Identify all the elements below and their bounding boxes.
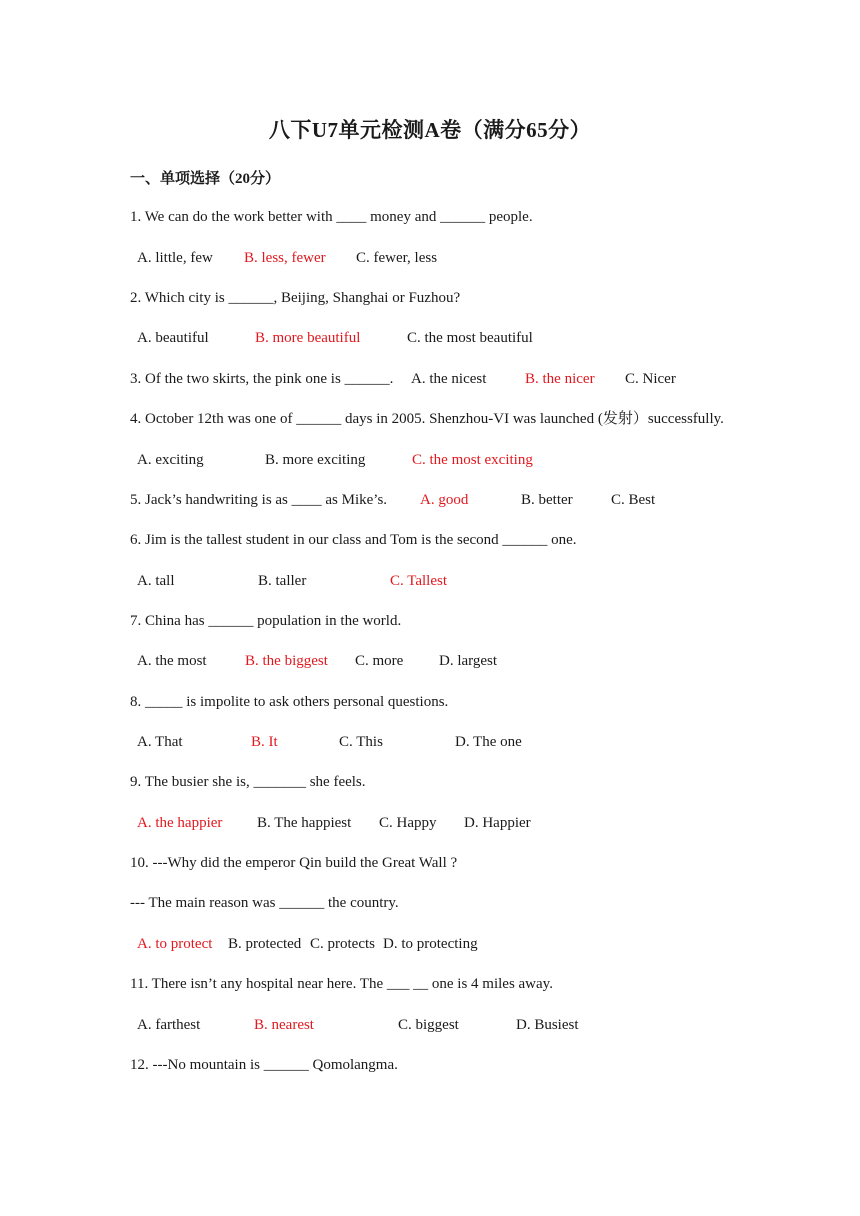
- question-12-stem: 12. ---No mountain is ______ Qomolangma.: [130, 1057, 398, 1073]
- answer-option-b: B. the biggest: [245, 653, 328, 669]
- question-5-stem: 5. Jack’s handwriting is as ____ as Mike’s.: [130, 492, 388, 508]
- option-a: A. tall: [137, 573, 175, 589]
- option-a: A. beautiful: [137, 330, 209, 346]
- answer-option-b: B. nearest: [254, 1017, 314, 1033]
- question-9-stem: 9. The busier she is, _______ she feels.: [130, 774, 366, 790]
- question-8-stem: 8. _____ is impolite to ask others personal questions.: [130, 694, 449, 710]
- question-10-stem-2: --- The main reason was ______ the country.: [130, 895, 399, 911]
- option-a: A. the most: [137, 653, 207, 669]
- page-title: 八下U7单元检测A卷（满分65分）: [268, 118, 592, 142]
- answer-option-b: B. the nicer: [525, 371, 595, 387]
- option-d: D. largest: [439, 653, 498, 669]
- question-11-stem: 11. There isn’t any hospital near here. The ___ __ one is 4 miles away.: [130, 976, 553, 992]
- option-d: D. to protecting: [383, 936, 478, 952]
- option-c: C. Best: [611, 492, 656, 508]
- option-b: B. taller: [258, 573, 307, 589]
- question-1-stem: 1. We can do the work better with ____ money and ______ people.: [130, 209, 533, 225]
- option-a: A. farthest: [137, 1017, 201, 1033]
- option-c: C. Nicer: [625, 371, 676, 387]
- answer-option-c: C. the most exciting: [412, 452, 533, 468]
- option-a: A. little, few: [137, 250, 213, 266]
- option-d: D. The one: [455, 734, 522, 750]
- option-c: C. fewer, less: [356, 250, 438, 266]
- option-b: B. better: [521, 492, 573, 508]
- question-6-stem: 6. Jim is the tallest student in our class and Tom is the second ______ one.: [130, 532, 577, 548]
- question-2-stem: 2. Which city is ______, Beijing, Shanghai or Fuzhou?: [130, 290, 461, 306]
- option-d: D. Busiest: [516, 1017, 579, 1033]
- option-c: C. the most beautiful: [407, 330, 533, 346]
- answer-option-b: B. more beautiful: [255, 330, 361, 346]
- option-b: B. more exciting: [265, 452, 366, 468]
- question-10-stem: 10. ---Why did the emperor Qin build the Great Wall ?: [130, 855, 458, 871]
- question-7-stem: 7. China has ______ population in the world.: [130, 613, 402, 629]
- section-heading: 一、单项选择（20分）: [130, 171, 281, 187]
- option-d: D. Happier: [464, 815, 531, 831]
- option-a: A. exciting: [137, 452, 204, 468]
- question-3-stem: 3. Of the two skirts, the pink one is ______.: [130, 371, 394, 387]
- option-b: B. protected: [228, 936, 302, 952]
- option-c: C. Happy: [379, 815, 437, 831]
- option-a: A. the nicest: [411, 371, 487, 387]
- option-b: B. The happiest: [257, 815, 352, 831]
- option-c: C. more: [355, 653, 404, 669]
- answer-option-a: A. good: [420, 492, 469, 508]
- option-c: C. This: [339, 734, 383, 750]
- answer-option-b: B. It: [251, 734, 278, 750]
- option-c: C. biggest: [398, 1017, 459, 1033]
- answer-option-c: C. Tallest: [390, 573, 448, 589]
- answer-option-a: A. to protect: [137, 936, 213, 952]
- question-4-stem: 4. October 12th was one of ______ days in 2005. Shenzhou-VI was launched (发射）successfully.: [130, 411, 724, 427]
- option-c: C. protects: [310, 936, 375, 952]
- option-a: A. That: [137, 734, 183, 750]
- answer-option-b: B. less, fewer: [244, 250, 326, 266]
- answer-option-a: A. the happier: [137, 815, 223, 831]
